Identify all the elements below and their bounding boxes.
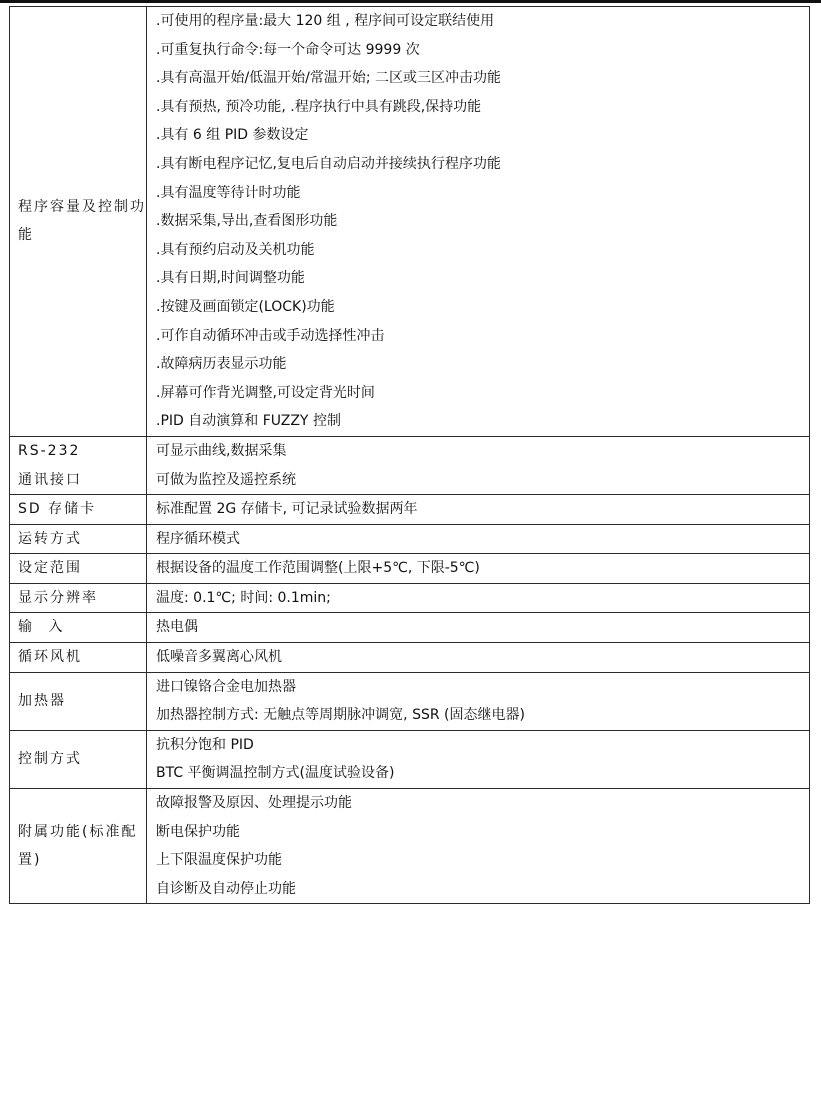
row-label-accessory-functions: [10, 789, 147, 904]
value-line: .可作自动循环冲击或手动选择性冲击: [156, 327, 385, 344]
value-line: 进口镍铬合金电加热器: [156, 678, 296, 695]
row-label-circulation-fan: [10, 643, 147, 673]
table-row-program-capacity: [10, 7, 810, 437]
table-row-input: [10, 613, 810, 643]
row-value-setting-range: [147, 554, 810, 584]
value-line: 上下限温度保护功能: [156, 852, 282, 869]
row-label-text: 附属功能(标准配置): [18, 824, 138, 869]
value-line: .故障病历表显示功能: [156, 356, 287, 373]
top-border-line: [0, 0, 821, 3]
row-label-text: 程序容量及控制功能: [18, 199, 146, 244]
value-line: .具有日期,时间调整功能: [156, 270, 305, 287]
row-label-control-mode: [10, 730, 147, 788]
row-value-control-mode: [147, 730, 810, 788]
value-line: BTC 平衡调温控制方式(温度试验设备): [156, 765, 395, 782]
row-label-operation-mode: [10, 524, 147, 554]
row-value-circulation-fan: [147, 643, 810, 673]
value-line: .具有预约启动及关机功能: [156, 241, 315, 258]
row-label-sd-card: [10, 495, 147, 525]
row-label-text: 循环风机: [18, 649, 82, 666]
value-line: .PID 自动演算和 FUZZY 控制: [156, 413, 341, 430]
value-line: 程序循环模式: [156, 530, 240, 547]
table-row-sd-card: [10, 495, 810, 525]
value-line: 热电偶: [156, 619, 198, 636]
value-line: .屏幕可作背光调整,可设定背光时间: [156, 384, 375, 401]
value-line: .具有断电程序记忆,复电后自动启动并接续执行程序功能: [156, 155, 501, 172]
row-label-text: 运转方式: [18, 530, 82, 547]
value-line: 根据设备的温度工作范围调整(上限+5℃, 下限-5℃): [156, 560, 480, 577]
value-line: .可使用的程序量:最大 120 组 , 程序间可设定联结使用: [156, 13, 495, 29]
row-value-display-resolution: [147, 583, 810, 613]
row-label-text: SD 存储卡: [18, 501, 97, 518]
table-row-display-resolution: [10, 583, 810, 613]
row-label-text: 设定范围: [18, 560, 82, 577]
row-value-input: [147, 613, 810, 643]
table-row-operation-mode: [10, 524, 810, 554]
table-row-control-mode: [10, 730, 810, 788]
row-label-text: 通讯接口: [18, 471, 82, 488]
table-row-setting-range: [10, 554, 810, 584]
row-value-sd-card: [147, 495, 810, 525]
row-value-operation-mode: [147, 524, 810, 554]
row-label-input: [10, 613, 147, 643]
value-line: 故障报警及原因、处理提示功能: [156, 795, 352, 812]
value-line: 抗积分饱和 PID: [156, 736, 254, 753]
value-line: 标准配置 2G 存储卡, 可记录试验数据两年: [156, 501, 418, 518]
row-label-setting-range: [10, 554, 147, 584]
row-value-program-capacity: [147, 7, 810, 437]
value-line: .按键及画面锁定(LOCK)功能: [156, 298, 335, 315]
value-line: .具有 6 组 PID 参数设定: [156, 127, 309, 144]
table-row-heater: [10, 672, 810, 730]
value-line: 加热器控制方式: 无触点等周期脉冲调宽, SSR (固态继电器): [156, 707, 525, 724]
row-value-heater: [147, 672, 810, 730]
value-line: 自诊断及自动停止功能: [156, 880, 296, 897]
row-label-text: 控制方式: [18, 751, 82, 768]
table-row-circulation-fan: [10, 643, 810, 673]
row-value-accessory-functions: [147, 789, 810, 904]
value-line: 断电保护功能: [156, 823, 240, 840]
table-row-rs232: [10, 436, 810, 494]
row-value-rs232: [147, 436, 810, 494]
value-line: 可显示曲线,数据采集: [156, 442, 287, 459]
row-label-text: RS-232: [18, 442, 81, 459]
row-label-rs232: [10, 436, 147, 494]
table-row-accessory-functions: [10, 789, 810, 904]
row-label-text: 输 入: [18, 619, 69, 636]
row-label-program-capacity: [10, 7, 147, 437]
value-line: .具有高温开始/低温开始/常温开始; 二区或三区冲击功能: [156, 70, 502, 87]
row-label-display-resolution: [10, 583, 147, 613]
spec-table: [9, 6, 810, 904]
row-label-text: 加热器: [18, 692, 66, 709]
row-label-heater: [10, 672, 147, 730]
value-line: .数据采集,导出,查看图形功能: [156, 213, 338, 230]
value-line: .具有预热, 预冷功能, .程序执行中具有跳段,保持功能: [156, 98, 482, 115]
value-line: 温度: 0.1℃; 时间: 0.1min;: [156, 589, 331, 606]
value-line: .可重复执行命令:每一个命令可达 9999 次: [156, 41, 420, 58]
value-line: 低噪音多翼离心风机: [156, 649, 282, 666]
row-label-text: 显示分辨率: [18, 589, 98, 606]
value-line: 可做为监控及遥控系统: [156, 471, 296, 488]
value-line: .具有温度等待计时功能: [156, 184, 301, 201]
